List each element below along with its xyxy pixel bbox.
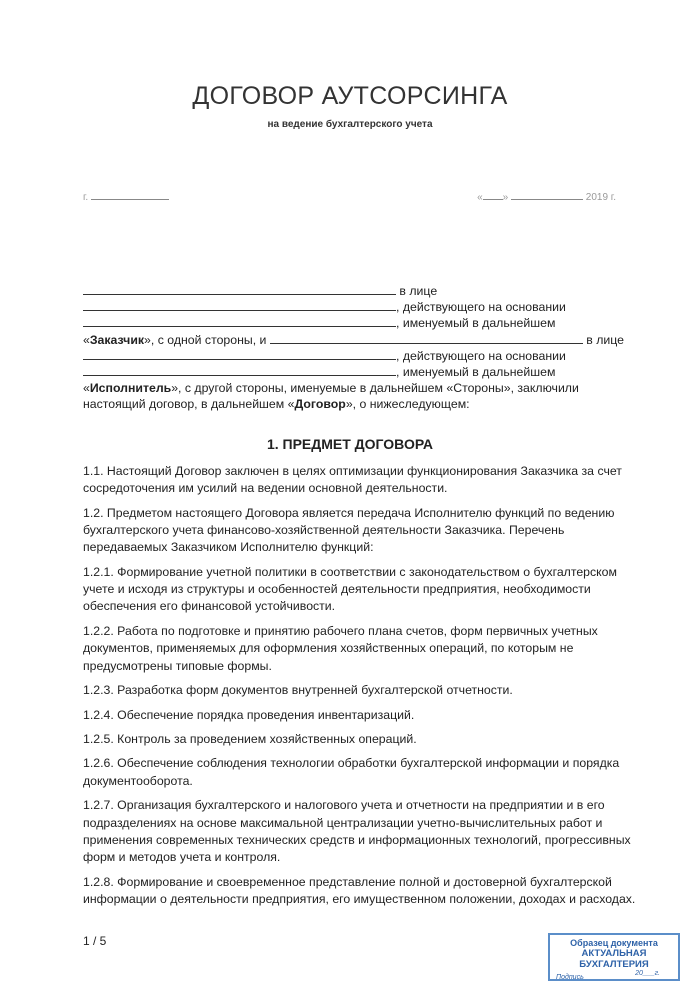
contract-term: Договор (294, 397, 346, 412)
paragraph-line: форм и методов учета и контроля. (83, 850, 281, 865)
paragraph (83, 463, 628, 498)
paragraph-line: обеспечения его финансовой устойчивости. (83, 599, 336, 614)
paragraph (83, 797, 631, 866)
paragraph-line: 1.2.4. Обеспечение порядка проведения инвентаризаций. (83, 707, 415, 722)
text: , действующего на основании (396, 300, 566, 315)
stamp-line: АКТУАЛЬНАЯ БУХГАЛТЕРИЯ (579, 948, 649, 970)
paragraph-line: 1.2.7. Организация бухгалтерского и налогового учета и отчетности на предприятии и в его (83, 798, 605, 813)
text: в лице (399, 284, 438, 298)
paragraph-line: предусмотрены типовые формы. (83, 658, 272, 673)
paragraph-line: документооборота. (83, 773, 193, 788)
text: , именуемый в дальнейшем (396, 316, 556, 331)
stamp-line: Образец документа (570, 938, 658, 948)
place-field (83, 190, 169, 203)
paragraph (83, 731, 628, 748)
text: настоящий договор, в дальнейшем « (83, 397, 295, 412)
date-field (477, 190, 616, 203)
section-body (83, 463, 636, 915)
text: , именуемый в дальнейшем (396, 365, 556, 380)
customer-rep-blank[interactable] (83, 299, 396, 311)
paragraph-line: информации о деятельности предприятия, его имущественном положении, доходах и расходах. (83, 891, 636, 906)
paragraph-line: 1.2.3. Разработка форм документов внутренней бухгалтерской отчетности. (83, 683, 513, 698)
paragraph (83, 707, 628, 724)
paragraph-line: сосредоточения им усилий на ведении основной деятельности. (83, 481, 448, 496)
day-blank[interactable] (483, 190, 503, 200)
text: в лице (586, 332, 625, 347)
paragraph-line: учете и исходя из структуры и особенностей деятельности предприятия, необходимости (83, 582, 591, 597)
executor-rep-blank[interactable] (83, 348, 396, 360)
paragraph-line: документов, применяемых для оформления хозяйственных операций, по которым не (83, 641, 574, 656)
customer-basis-blank[interactable] (83, 315, 396, 327)
text: , с одной стороны, и (150, 332, 267, 347)
parties-block: в лице , действующего на основании , именуемый в дальнейшем «Заказчик», с одной стороны, и в лице , действующего на основании , именуемый в дальнейшем «Исполнитель», с другой стороны, именуемые в дальнейшем «Стороны», заключили настоящий договор, в дальнейшем «Договор», о нижеследующем: (83, 284, 625, 412)
stamp-line: 20___г. (635, 970, 660, 977)
document-subtitle: на ведение бухгалтерского учета (267, 119, 433, 130)
quote-open: « (477, 192, 483, 203)
executor-term: Исполнитель (89, 381, 172, 396)
executor-name-blank[interactable] (270, 332, 583, 344)
paragraph (83, 682, 628, 699)
place-blank[interactable] (91, 190, 169, 200)
sample-stamp (548, 933, 680, 981)
paragraph-line: бухгалтерского учета финансово-хозяйственной деятельности Заказчика. Перечень (83, 523, 565, 538)
page-number: 1 / 5 (83, 934, 107, 948)
executor-basis-blank[interactable] (83, 364, 396, 376)
paragraph (83, 564, 628, 616)
paragraph-line: 1.2.2. Работа по подготовке и принятию рабочего плана счетов, форм первичных учетных (83, 623, 598, 638)
month-blank[interactable] (511, 190, 583, 200)
text: , с другой стороны, именуемые в дальнейшем «Стороны», заключили (178, 381, 579, 396)
paragraph (83, 505, 628, 557)
text: », о нижеследующем: (345, 397, 470, 412)
paragraph (83, 755, 628, 790)
paragraph-line: подразделениях на основе максимальной централизации учетно-вычислительных работ и (83, 815, 603, 830)
paragraph-line: 1.2. Предметом настоящего Договора является передача Исполнителю функций по ведению (83, 505, 615, 520)
paragraph (83, 874, 636, 909)
paragraph-line: 1.1. Настоящий Договор заключен в целях оптимизации функционирования Заказчика за счет (83, 464, 622, 478)
quote-close: » (502, 192, 509, 203)
paragraph-line: 1.2.6. Обеспечение соблюдения технологии обработки бухгалтерской информации и порядка (83, 756, 620, 771)
stamp-line: Подпись (556, 974, 584, 981)
paragraph (83, 623, 628, 675)
document-title: ДОГОВОР АУТСОРСИНГА (192, 82, 508, 110)
paragraph-line: 1.2.1. Формирование учетной политики в соответствии с законодательством о бухгалтерском (83, 564, 617, 579)
paragraph-line: 1.2.8. Формирование и своевременное представление полной и достоверной бухгалтерской (83, 874, 612, 889)
paragraph-line: передаваемых Заказчиком Исполнителю функций: (83, 540, 374, 555)
customer-name-blank[interactable] (83, 283, 396, 295)
section-heading: 1. ПРЕДМЕТ ДОГОВОРА (266, 436, 434, 452)
customer-term: Заказчик (89, 332, 145, 347)
place-prefix: г. (83, 192, 89, 203)
paragraph-line: 1.2.5. Контроль за проведением хозяйственных операций. (83, 731, 417, 746)
year: 2019 г. (585, 192, 616, 203)
paragraph-line: применения современных технических средств и информационных технологий, прогрессивных (83, 832, 631, 847)
text: , действующего на основании (396, 348, 566, 363)
